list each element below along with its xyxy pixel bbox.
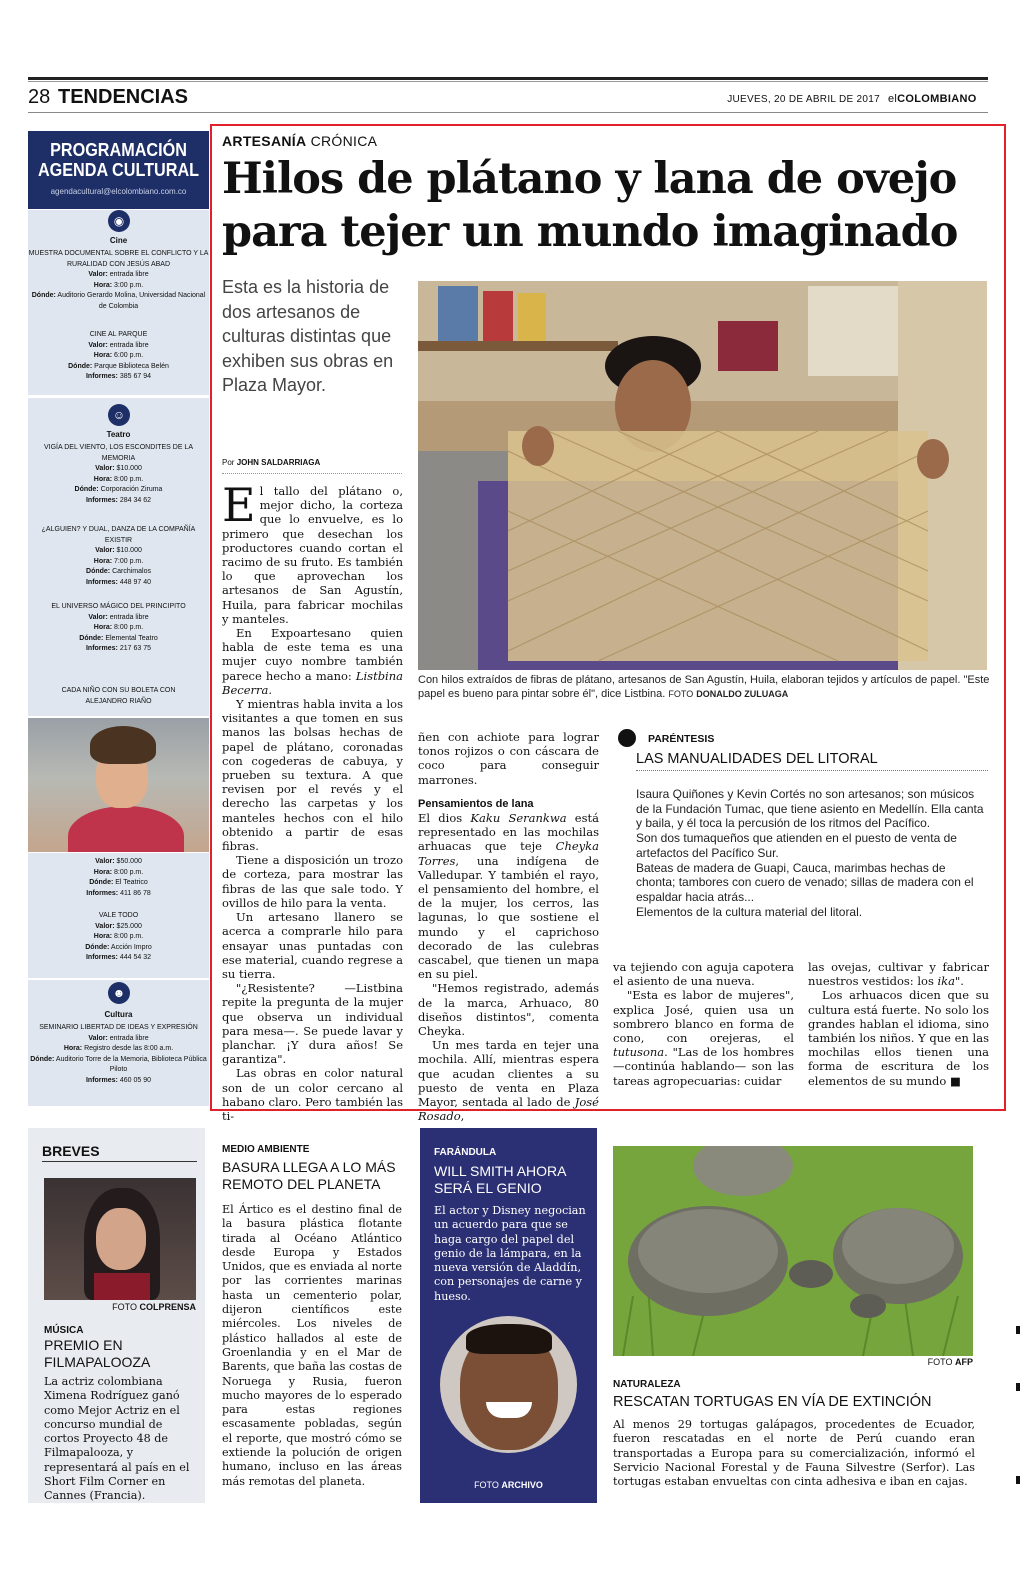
musica-title: PREMIO EN FILMAPALOOZA bbox=[44, 1337, 151, 1370]
photo-credit-archivo: FOTO ARCHIVO bbox=[474, 1480, 543, 1490]
agenda-event-teatro-4-title: CADA NIÑO CON SU BOLETA CON ALEJANDRO RIAÑO bbox=[61, 687, 176, 705]
breves-title: BREVES bbox=[42, 1143, 197, 1162]
agenda-category-teatro: Teatro bbox=[106, 430, 131, 439]
medio-ambiente-body: El Ártico es el destino final de la basura plástica flotante tirada al Océano Atlántico desde Europa y Estados Unidos, que es enviada al norte por las corrientes marinas hasta un cementerio polar, dijeron científicos este miércoles. Los niveles de plástico hallados al este de Groenlandia y en el Mar de Barents, que baña las costas de Noruega y Rusia, fueron mucho mayores de lo esperado para estas regiones escasamente pobladas, según el reporte, que mostró cómo se extiende la polución de origen humano, incluso en las áreas más remotas del planeta. bbox=[222, 1203, 402, 1488]
brand-name: COLOMBIANO bbox=[897, 93, 977, 105]
event-title: VALE TODO bbox=[98, 912, 139, 919]
agenda-email: agendacultural@elcolombiano.com.co bbox=[50, 187, 187, 196]
parentesis-body: Isaura Quiñones y Kevin Cortés no son artesanos; son músicos de la Fundación Tumac, que tiene asiento en Medellín. Ella canta y baila, y él toca la percusión de los ritmos del Pacífico. Son dos tumaqueños que atienden en el puesto de venta de artefactos del Pacífico Sur. Bateas de madera de Guapi, Cauca, marimbas hechas de chonta; tambores con cuero de venado; sillas de madera con el espaldar hacia atrás... Elementos de la cultura material del litoral. bbox=[636, 787, 984, 919]
article-column-4: las ovejas, cultivar y fabricar nuestros vestidos: los ika". Los arhuacos dicen que su cultura está fuerte. No solo los grandes hablan el idioma, sino también los niños. Y que en las mochilas ellos tienen una forma de escritura de los elementos de su mundo ■ bbox=[808, 960, 989, 1088]
page-number: 28 bbox=[28, 86, 51, 108]
article-column-2: ñen con achiote para lograr tonos rojizos o con cáscara de coco para conseguir marrones. Pensamientos de lana El dios Kaku Serankwa está representado en las mochilas arhuacas que teje Cheyka Torres, una indígena de Valledupar. Y también el rayo, el pensamiento del hombre, el de la mujer, los cerros, las lagunas, lo que sostiene el mundo y el caprichoso decorado de las culebras cascabel, que tienen un mapa en su piel. "Hemos registrado, además de la marca, Arhuaco, 80 diseños distintos", comenta Cheyka. Un mes tarda en tejer una mochila. Allí, mientras espera que acudan clientes a su puesto de venta en Plaza Mayor, sentada al lado de José Rosado, bbox=[418, 730, 599, 1124]
farandula-body: El actor y Disney negocian un acuerdo para que se haga cargo del papel del genio de la lámpara, en la nueva versión de Aladdín, con personajes de carne y hueso. bbox=[434, 1204, 586, 1303]
masthead-brand bbox=[888, 93, 977, 105]
parentesis-title: LAS MANUALIDADES DEL LITORAL bbox=[636, 751, 988, 771]
brand-prefix: el bbox=[888, 93, 898, 105]
photo-credit-colprensa: FOTO COLPRENSA bbox=[112, 1302, 196, 1312]
scan-edge-mark bbox=[1016, 1383, 1020, 1391]
agenda-event-teatro-1: VIGÍA DEL VIENTO, LOS ESCONDITES DE LA MEMORIA Valor: $10.000 Hora: 8:00 p.m. Dónde: Corporación Ziruma Informes: 284 34 62 bbox=[28, 443, 209, 506]
article-main-photo bbox=[418, 281, 987, 670]
event-title: ¿ALGUIEN? Y DUAL, DANZA DE LA COMPAÑÍA EXISTIR bbox=[41, 526, 196, 544]
event-hora: Hora: 6:00 p.m. bbox=[93, 352, 144, 359]
article-kicker: ARTESANÍA CRÓNICA bbox=[222, 133, 378, 149]
photo-caption: Con hilos extraídos de fibras de plátano, artesanos de San Agustín, Huila, elaboran tejidos y artículos de papel. "Este papel es bueno para pintar sobre él", dice Listbina. FOTO DONALDO ZULUAGA bbox=[418, 674, 990, 700]
photo-credit-afp: FOTO AFP bbox=[927, 1357, 973, 1367]
agenda-header bbox=[28, 131, 209, 209]
header-bottom-rule bbox=[28, 112, 988, 113]
agenda-teatro-panel bbox=[28, 398, 209, 716]
agenda-event-vale-todo: VALE TODO Valor: $25.000 Hora: 8:00 p.m. Dónde: Acción Impro Informes: 444 54 32 bbox=[28, 911, 209, 964]
agenda-category-cine: Cine bbox=[109, 236, 128, 245]
drop-cap: E bbox=[222, 478, 256, 532]
article-lede: Esta es la historia de dos artesanos de culturas distintas que exhiben sus obras en Plaza Mayor. bbox=[222, 277, 394, 396]
article-headline: Hilos de plátano y lana de ovejo para tejer un mundo imaginado bbox=[222, 154, 958, 257]
event-valor: Valor: entrada libre bbox=[88, 271, 149, 278]
event-donde: Dónde: Auditorio Gerardo Molina, Universidad Nacional de Colombia bbox=[31, 292, 206, 310]
actress-photo bbox=[44, 1178, 196, 1300]
naturaleza-label: NATURALEZA bbox=[613, 1379, 681, 1390]
musica-body: La actriz colombiana Ximena Rodríguez ganó como Mejor Actriz en el concurso mundial de cortos Proyecto 48 de Filmapalooza, y representará al país en el Short Film Corner en Cannes (Francia). bbox=[44, 1375, 190, 1503]
event-donde: Dónde: Parque Biblioteca Belén bbox=[68, 362, 169, 370]
event-title: EL UNIVERSO MÁGICO DEL PRINCIPITO bbox=[51, 603, 186, 610]
parentesis-label: PARÉNTESIS bbox=[648, 733, 715, 745]
event-informes: Informes: 385 67 94 bbox=[85, 373, 151, 380]
agenda-title-line2: AGENDA CULTURAL bbox=[37, 160, 200, 180]
event-title: VIGÍA DEL VIENTO, LOS ESCONDITES DE LA MEMORIA bbox=[44, 444, 193, 462]
section-title: TENDENCIAS bbox=[58, 86, 189, 108]
agenda-photo-block-info: Valor: $50.000 Hora: 8:00 p.m. Dónde: El Teatrico Informes: 411 86 78 VALE TODO Valor: $25.000 Hora: 8:00 p.m. Dónde: Acción Impro Informes: 444 54 32 bbox=[28, 853, 209, 978]
agenda-cine-panel bbox=[28, 210, 209, 395]
medio-ambiente-title: BASURA LLEGA A LO MÁS REMOTO DEL PLANETA bbox=[222, 1159, 396, 1192]
article-column-3: va tejiendo con aguja capotera el asiento de una nueva. "Esta es labor de mujeres", explica José, quien usa un sombrero blanco en forma de cono, con orejeras, el tutusona. "Las de los hombres —continúa hablando— son las tareas agropecuarias: cuidar bbox=[613, 960, 794, 1088]
farandula-title: WILL SMITH AHORA SERÁ EL GENIO bbox=[434, 1163, 566, 1196]
theater-masks-icon: ☺ bbox=[108, 404, 130, 426]
eye-icon: ◉ bbox=[108, 210, 130, 232]
article-column-1: El tallo del plátano o, mejor dicho, la corteza que lo envuelve, es lo primero que desechan los productores cuando cortan el racimo de su fruto. Es también lo que aprovechan los artesanos de San Agustín, Huila, para fabricar mochilas y manteles. En Expoartesano quien habla de este tema es una mujer cuyo nombre también parece hecho a mano: Listbina Becerra. Y mientras habla invita a los visitantes a que tomen en sus manos las bolsas hechas de papel de plátano, coronadas con cogederas de cabuya, y prueben su textura. A que revisen por el revés y el derecho las carpetas y los manteles hechos con el hilo obtenido a partir de esas fibras. Tiene a disposición un trozo de corteza, para mostrar las fibras de las que sale todo. Y ovillos de hilo para la venta. Un artesano llanero se acerca a comprarle hilo para ensayar unas puntadas con ese material, cuando regrese a su tierra. "¿Resistente? —Listbina repite la pregunta de la mujer que observa un individual para mesa—. Se puede lavar y planchar. ¡Y dura años! Se garantiza". Las obras en color natural son de un color cercano al habano claro. Pero también las ti- bbox=[222, 478, 403, 1123]
agenda-event-cine-1 bbox=[28, 249, 209, 312]
end-mark: ■ bbox=[949, 1073, 961, 1088]
musica-label: MÚSICA bbox=[44, 1325, 84, 1336]
event-title: SEMINARIO LIBERTAD DE IDEAS Y EXPRESIÓN bbox=[39, 1024, 198, 1031]
people-icon: ☻ bbox=[108, 982, 130, 1004]
article-subhead: Pensamientos de lana bbox=[418, 797, 534, 810]
medio-ambiente-label: MEDIO AMBIENTE bbox=[222, 1144, 310, 1155]
artisan-with-weaving-photo bbox=[418, 281, 987, 670]
event-title: CINE AL PARQUE bbox=[89, 331, 148, 338]
scan-edge-mark bbox=[1016, 1326, 1020, 1334]
naturaleza-title: RESCATAN TORTUGAS EN VÍA DE EXTINCIÓN bbox=[613, 1394, 932, 1410]
header-top-rule-thin bbox=[28, 81, 988, 82]
agenda-photo-alejandro bbox=[28, 718, 209, 852]
article-byline: Por JOHN SALDARRIAGA bbox=[222, 458, 402, 474]
event-hora: Hora: 3:00 p.m. bbox=[93, 281, 144, 289]
agenda-title-line1: PROGRAMACIÓN bbox=[50, 140, 187, 160]
event-valor: Valor: entrada libre bbox=[88, 341, 149, 349]
date-line: JUEVES, 20 DE ABRIL DE 2017 bbox=[727, 94, 880, 105]
farandula-label: FARÁNDULA bbox=[434, 1147, 497, 1158]
agenda-cultura-panel bbox=[28, 980, 209, 1106]
naturaleza-body: Al menos 29 tortugas galápagos, procedentes de Ecuador, fueron rescatadas en el norte de Perú cuando eran transportadas a Europa para su comercialización, informó el Servicio Nacional Forestal y de Fauna Silvestre (Serfor). Las tortugas estaban envueltas con cinta adhesiva e iban en cajas. bbox=[613, 1418, 975, 1489]
scan-edge-mark bbox=[1016, 1476, 1020, 1484]
agenda-category-cultura: Cultura bbox=[104, 1010, 133, 1019]
pushpin-icon bbox=[618, 729, 636, 747]
tortoises-photo bbox=[613, 1146, 973, 1356]
agenda-event-cine-2 bbox=[28, 330, 209, 383]
will-smith-photo bbox=[440, 1316, 577, 1453]
agenda-event-teatro-3: EL UNIVERSO MÁGICO DEL PRINCIPITO Valor: entrada libre Hora: 8:00 p.m. Dónde: Elemental Teatro Informes: 217 63 75 bbox=[28, 602, 209, 655]
header-top-rule bbox=[28, 77, 988, 80]
agenda-event-cultura-1: SEMINARIO LIBERTAD DE IDEAS Y EXPRESIÓN Valor: entrada libre Hora: Registro desde las 8:00 a.m. Dónde: Auditorio Torre de la Memoria, Biblioteca Pública Piloto Informes: 460 05 90 bbox=[28, 1023, 209, 1086]
event-title: MUESTRA DOCUMENTAL SOBRE EL CONFLICTO Y LA RURALIDAD CON JESÚS ABAD bbox=[28, 250, 209, 268]
agenda-event-teatro-2: ¿ALGUIEN? Y DUAL, DANZA DE LA COMPAÑÍA EXISTIR Valor: $10.000 Hora: 7:00 p.m. Dónde: Carchimalos Informes: 448 97 40 bbox=[28, 525, 209, 588]
